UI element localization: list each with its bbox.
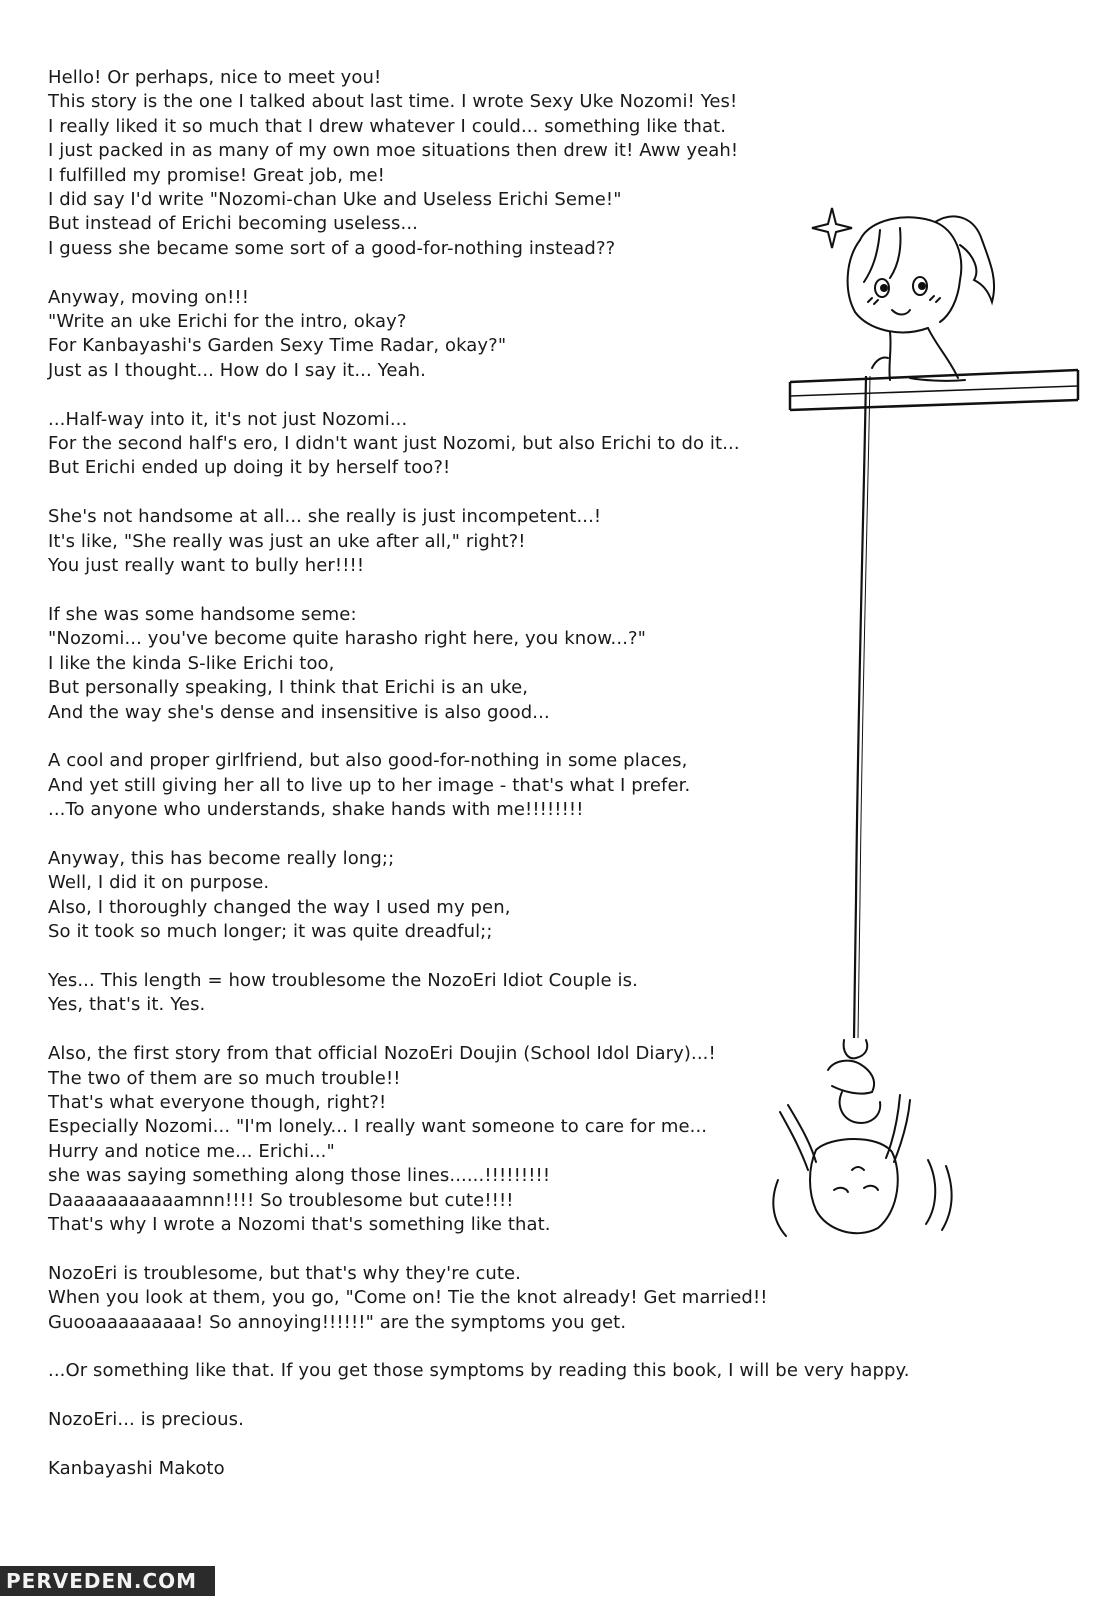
text-line: Yes, that's it. Yes. — [48, 994, 206, 1016]
fishing-line — [854, 376, 866, 1038]
wooden-ledge — [790, 370, 1078, 410]
text-line: But instead of Erichi becoming useless... — [48, 213, 418, 235]
text-line: And yet still giving her all to live up to her image - that's what I prefer. — [48, 774, 691, 796]
text-line: If she was some handsome seme: — [48, 603, 357, 625]
text-line: The two of them are so much trouble!! — [48, 1067, 401, 1089]
chibi-girl-top — [848, 216, 994, 380]
text-line: she was saying something along those lines......!!!!!!!!! — [48, 1165, 551, 1187]
text-line: She's not handsome at all... she really is just incompetent...! — [48, 506, 602, 528]
watermark-logo: PERVEDEN.COM — [0, 1566, 215, 1596]
text-line: That's what everyone though, right?! — [48, 1091, 387, 1113]
text-line: It's like, "She really was just an uke after all," right?! — [48, 530, 526, 552]
text-line: For Kanbayashi's Garden Sexy Time Radar, okay?" — [48, 335, 507, 357]
text-line: This story is the one I talked about last time. I wrote Sexy Uke Nozomi! Yes! — [48, 91, 738, 113]
text-line: You just really want to bully her!!!! — [48, 555, 365, 577]
text-line: When you look at them, you go, "Come on! Tie the knot already! Get married!! — [48, 1287, 768, 1309]
text-line: I guess she became some sort of a good-for-nothing instead?? — [48, 237, 616, 259]
text-line: Hello! Or perhaps, nice to meet you! — [48, 67, 382, 88]
text-line: Anyway, this has become really long;; — [48, 847, 395, 869]
text-line: I like the kinda S-like Erichi too, — [48, 652, 335, 674]
text-line: And the way she's dense and insensitive is also good... — [48, 701, 550, 723]
text-line: Also, the first story from that official NozoEri Doujin (School Idol Diary)...! — [48, 1043, 716, 1065]
text-line: Hurry and notice me... Erichi..." — [48, 1140, 335, 1162]
sparkle-icon — [812, 208, 852, 248]
text-line: I just packed in as many of my own moe situations then drew it! Aww yeah! — [48, 140, 739, 162]
text-line: ...Half-way into it, it's not just Nozomi... — [48, 408, 408, 430]
signature — [48, 1457, 918, 1481]
text-line: ...Or something like that. If you get those symptoms by reading this book, I will be very happy. — [48, 1360, 910, 1382]
paragraph — [48, 1359, 918, 1383]
chibi-fishing-illustration — [760, 200, 1100, 1280]
text-line: I did say I'd write "Nozomi-chan Uke and Useless Erichi Seme!" — [48, 189, 622, 211]
text-line: I fulfilled my promise! Great job, me! — [48, 164, 385, 186]
text-line: Also, I thoroughly changed the way I used my pen, — [48, 896, 511, 918]
text-line: Kanbayashi Makoto — [48, 1457, 225, 1479]
text-line: Anyway, moving on!!! — [48, 286, 250, 308]
text-line: So it took so much longer; it was quite dreadful;; — [48, 921, 493, 943]
text-line: But Erichi ended up doing it by herself too?! — [48, 457, 451, 479]
text-line: Yes... This length = how troublesome the NozoEri Idiot Couple is. — [48, 969, 638, 991]
text-line: For the second half's ero, I didn't want just Nozomi, but also Erichi to do it... — [48, 433, 740, 455]
text-line: I really liked it so much that I drew whatever I could... something like that. — [48, 115, 727, 137]
text-line: Well, I did it on purpose. — [48, 872, 270, 894]
text-line: NozoEri... is precious. — [48, 1409, 244, 1431]
text-line: Especially Nozomi... "I'm lonely... I really want someone to care for me... — [48, 1116, 708, 1138]
text-line: Guooaaaaaaaaa! So annoying!!!!!!" are the symptoms you get. — [48, 1311, 627, 1333]
text-line: But personally speaking, I think that Erichi is an uke, — [48, 677, 529, 699]
text-line: "Nozomi... you've become quite harasho right here, you know...?" — [48, 628, 647, 650]
text-line: ...To anyone who understands, shake hands with me!!!!!!!! — [48, 799, 584, 821]
text-line: NozoEri is troublesome, but that's why they're cute. — [48, 1262, 521, 1284]
chibi-girl-hanging — [773, 1040, 951, 1236]
paragraph — [48, 1408, 918, 1432]
text-line: "Write an uke Erichi for the intro, okay? — [48, 311, 407, 333]
text-line: A cool and proper girlfriend, but also good-for-nothing in some places, — [48, 750, 688, 772]
text-line: Just as I thought... How do I say it... Yeah. — [48, 359, 426, 381]
text-line: Daaaaaaaaaaamnn!!!! So troublesome but cute!!!! — [48, 1189, 514, 1211]
text-line: That's why I wrote a Nozomi that's something like that. — [48, 1213, 551, 1235]
